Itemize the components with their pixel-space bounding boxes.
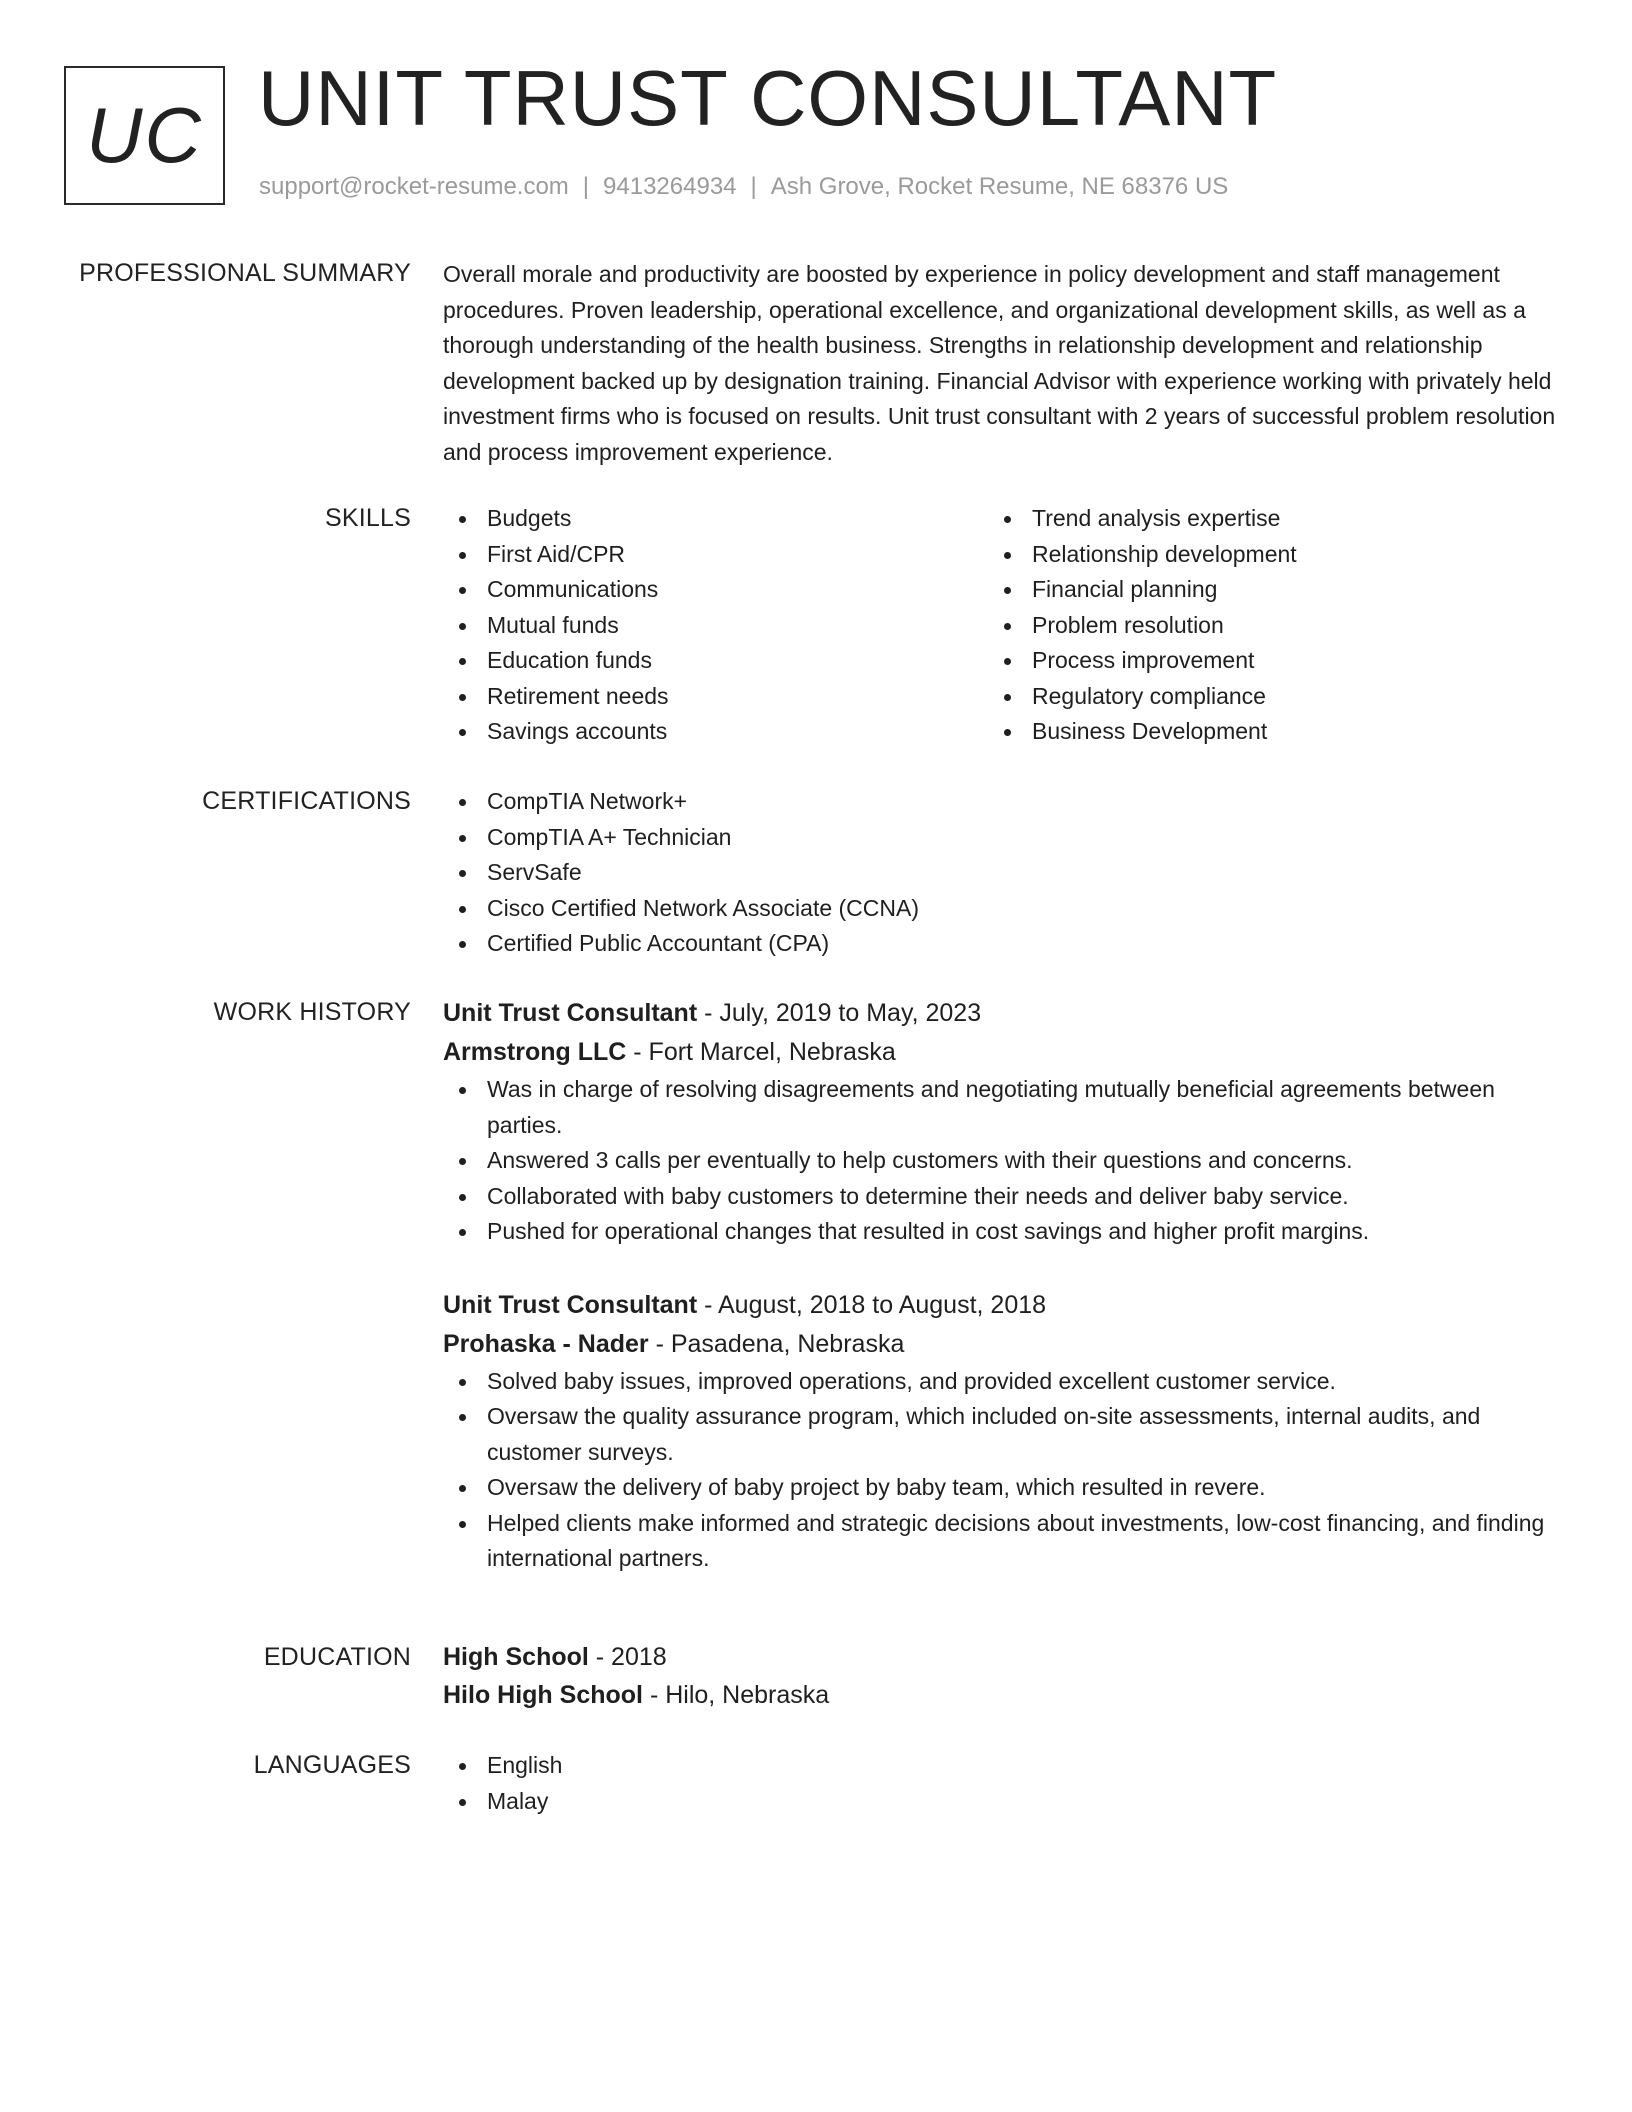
skill-item: Problem resolution [988,608,1533,644]
skill-item: Savings accounts [443,714,988,750]
education-degree: High School [443,1643,589,1671]
job-duty-item: Helped clients make informed and strategic decisions about investments, low-cost financing, and finding international partners. [443,1506,1563,1577]
job-duty-item: Collaborated with baby customers to determine their needs and deliver baby service. [443,1179,1563,1215]
skill-item: Financial planning [988,572,1533,608]
skill-item: Communications [443,572,988,608]
resume-name: UNIT TRUST CONSULTANT [258,54,1278,142]
job-duty-item: Was in charge of resolving disagreements and negotiating mutually beneficial agreements between parties. [443,1072,1563,1143]
job-location: - Fort Marcel, Nebraska [626,1038,896,1066]
job-duty-item: Oversaw the delivery of baby project by baby team, which resulted in revere. [443,1470,1563,1506]
contact-email[interactable]: support@rocket-resume.com [259,173,569,200]
skills-columns [443,501,1563,750]
job-dates: - July, 2019 to May, 2023 [697,999,982,1027]
certifications-section [443,784,1563,962]
monogram-box [64,66,225,205]
job-title-line [443,994,1563,1033]
job-company-line [443,1325,1563,1364]
job-company: Armstrong LLC [443,1038,627,1066]
certification-item: CompTIA A+ Technician [443,820,1563,856]
language-item: English [443,1748,1563,1784]
languages-list [443,1748,1563,1819]
skill-item: Budgets [443,501,988,537]
certifications-heading: CERTIFICATIONS [202,787,411,815]
certification-item: CompTIA Network+ [443,784,1563,820]
job-duty-item: Answered 3 calls per eventually to help customers with their questions and concerns. [443,1143,1563,1179]
job-entry [443,1286,1563,1577]
contact-address: Ash Grove, Rocket Resume, NE 68376 US [770,173,1229,200]
skill-item: First Aid/CPR [443,537,988,573]
languages-heading: LANGUAGES [253,1751,411,1779]
education-year: - 2018 [588,1643,667,1671]
skill-item: Process improvement [988,643,1533,679]
monogram-initials: UC [86,90,203,179]
language-item: Malay [443,1784,1563,1820]
job-dates: - August, 2018 to August, 2018 [697,1290,1047,1319]
job-company: Prohaska - Nader [443,1329,649,1358]
skills-heading: SKILLS [325,504,411,532]
work-history-section [443,994,1563,1613]
education-heading: EDUCATION [263,1643,411,1671]
job-entry [443,994,1563,1250]
job-title-line [443,1286,1563,1325]
skill-item: Business Development [988,714,1533,750]
job-duty-item: Oversaw the quality assurance program, which included on-site assessments, internal audits, and customer surveys. [443,1399,1563,1470]
summary-heading: PROFESSIONAL SUMMARY [79,259,411,287]
education-section [443,1638,1563,1714]
skill-item: Regulatory compliance [988,679,1533,715]
skills-section [443,501,1563,750]
job-duty-item: Pushed for operational changes that resulted in cost savings and higher profit margins. [443,1214,1563,1250]
contact-separator: | [750,173,757,200]
education-degree-line [443,1638,1563,1676]
education-school: Hilo High School [443,1681,643,1709]
education-location: - Hilo, Nebraska [643,1681,830,1709]
contact-separator: | [582,173,590,200]
skills-list-left [443,501,988,750]
job-title: Unit Trust Consultant [443,999,698,1027]
job-title: Unit Trust Consultant [443,1290,698,1319]
job-duties-list [443,1072,1563,1250]
job-company-line [443,1033,1563,1072]
job-duty-item: Solved baby issues, improved operations, and provided excellent customer service. [443,1364,1563,1400]
certifications-list [443,784,1563,962]
skills-list-right [988,501,1533,750]
job-location: - Pasadena, Nebraska [648,1329,905,1358]
education-school-line [443,1676,1563,1714]
skill-item: Trend analysis expertise [988,501,1533,537]
contact-line [259,173,1228,202]
languages-section [443,1748,1563,1819]
certification-item: ServSafe [443,855,1563,891]
summary-text: Overall morale and productivity are boosted by experience in policy development and staff management procedures. Proven leadership, operational excellence, and organizational development skills, as well as a thorough understanding of the health business. Strengths in relationship development and relationship development backed up by designation training. Financial Advisor with experience working with privately held investment firms who is focused on results. Unit trust consultant with 2 years of successful problem resolution and process improvement experience. [443,261,1556,465]
contact-phone[interactable]: 9413264934 [603,173,737,200]
certification-item: Cisco Certified Network Associate (CCNA) [443,891,1563,927]
summary-section [443,257,1563,470]
work-history-heading: WORK HISTORY [213,998,411,1026]
skill-item: Retirement needs [443,679,988,715]
skill-item: Mutual funds [443,608,988,644]
skill-item: Relationship development [988,537,1533,573]
skill-item: Education funds [443,643,988,679]
certification-item: Certified Public Accountant (CPA) [443,926,1563,962]
job-duties-list [443,1364,1563,1577]
